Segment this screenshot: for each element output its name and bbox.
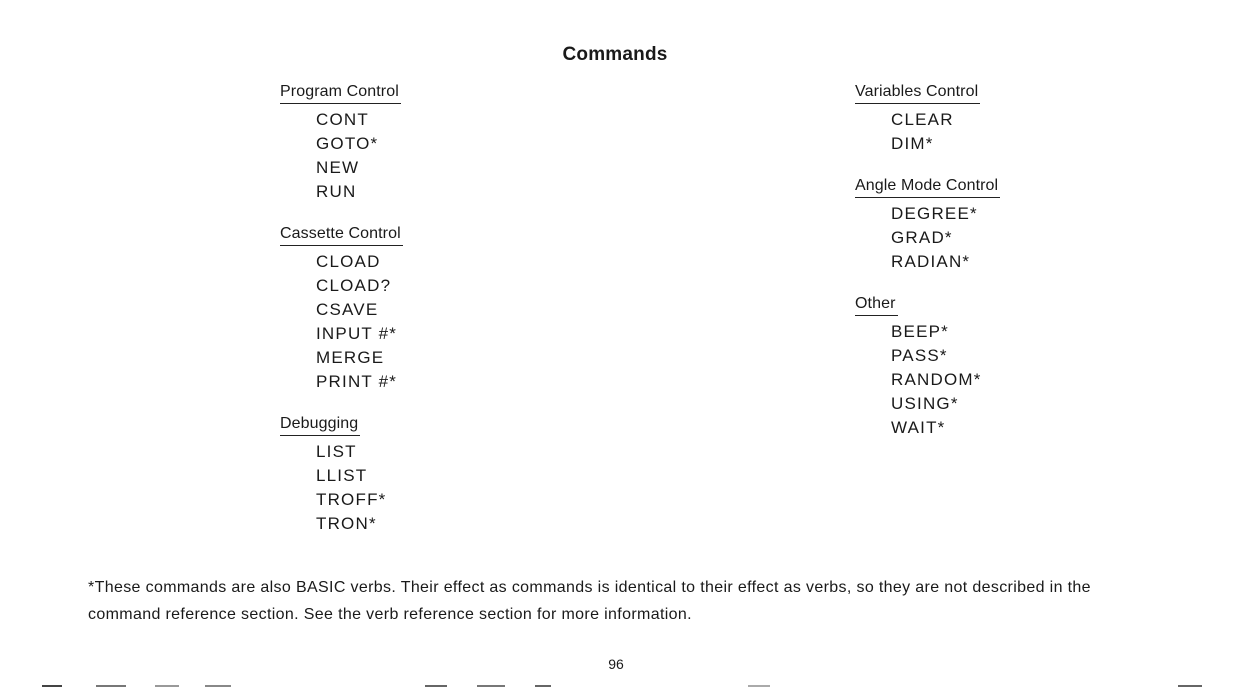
command-item: PRINT #* — [316, 372, 398, 391]
command-item: WAIT* — [891, 418, 946, 437]
command-item: CLOAD? — [316, 276, 392, 295]
command-item: TROFF* — [316, 490, 387, 509]
command-item: LIST — [316, 442, 357, 461]
command-item: GRAD* — [891, 228, 953, 247]
group-heading: Variables Control — [855, 82, 980, 104]
group-heading: Program Control — [280, 82, 401, 104]
group-heading: Cassette Control — [280, 224, 403, 246]
group-angle-mode-control — [855, 176, 1115, 274]
right-column — [855, 82, 1115, 460]
command-item: INPUT #* — [316, 324, 398, 343]
command-item: RANDOM* — [891, 370, 982, 389]
command-item: GOTO* — [316, 134, 379, 153]
group-cassette-control — [280, 224, 540, 394]
command-item: RADIAN* — [891, 252, 971, 271]
command-item: LLIST — [316, 466, 368, 485]
group-heading: Debugging — [280, 414, 360, 436]
command-item: CLEAR — [891, 110, 954, 129]
command-item: CLOAD — [316, 252, 381, 271]
command-item: DIM* — [891, 134, 934, 153]
command-list — [855, 320, 1115, 440]
command-item: CONT — [316, 110, 369, 129]
group-heading: Other — [855, 294, 898, 316]
command-item: PASS* — [891, 346, 948, 365]
group-debugging — [280, 414, 540, 536]
group-variables-control — [855, 82, 1115, 156]
left-column — [280, 82, 540, 556]
footnote: *These commands are also BASIC verbs. Their effect as commands is identical to their effect as verbs, so they are not described in the command reference section. See the verb reference section for more information. — [88, 579, 1091, 623]
scan-edge-marks — [0, 683, 1250, 691]
command-list — [280, 440, 540, 536]
command-item: NEW — [316, 158, 360, 177]
command-item: DEGREE* — [891, 204, 978, 223]
group-heading: Angle Mode Control — [855, 176, 1000, 198]
command-item: CSAVE — [316, 300, 379, 319]
group-program-control — [280, 82, 540, 204]
group-other — [855, 294, 1115, 440]
command-item: USING* — [891, 394, 959, 413]
command-item: TRON* — [316, 514, 377, 533]
command-item: BEEP* — [891, 322, 949, 341]
command-list — [280, 250, 540, 394]
command-list — [855, 108, 1115, 156]
command-item: RUN — [316, 182, 357, 201]
command-list — [855, 202, 1115, 274]
command-item: MERGE — [316, 348, 385, 367]
page-number: 96 — [608, 656, 624, 672]
page-title: Commands — [562, 44, 668, 65]
command-list — [280, 108, 540, 204]
